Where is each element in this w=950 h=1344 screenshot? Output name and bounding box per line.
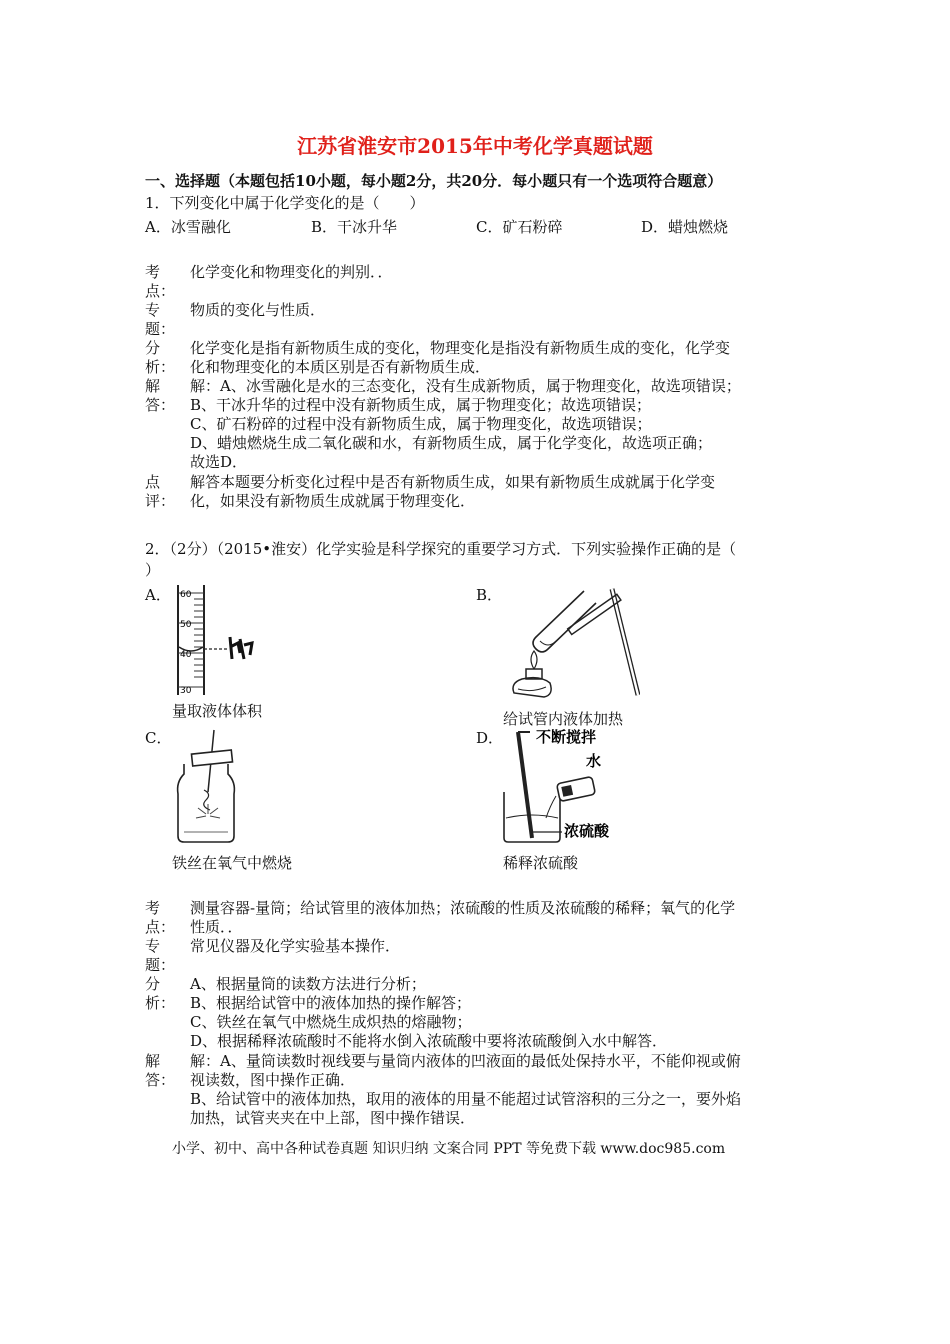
q2-jieda-label-1: 解 <box>145 1052 161 1070</box>
q1-option-b: B．干冰升华 <box>311 218 398 236</box>
q1-jieda-line1: 解：A、冰雪融化是水的三态变化，没有生成新物质，属于物理变化，故选项错误； <box>190 377 741 395</box>
dilute-sulfuric-acid-figure <box>500 726 640 848</box>
q1-kaodian-label-2: 点： <box>145 282 176 300</box>
q1-dianping-label-1: 点 <box>145 473 161 491</box>
q2-kaodian-label-2: 点： <box>145 918 176 936</box>
q1-fenxi-label-2: 析： <box>145 358 176 376</box>
test-tube-heating-figure <box>500 583 640 705</box>
q1-fenxi-line1: 化学变化是指有新物质生成的变化，物理变化是指没有新物质生成的变化，化学变 <box>190 339 731 357</box>
q2-fenxi-line3: C、铁丝在氧气中燃烧生成炽热的熔融物； <box>190 1013 472 1031</box>
q2-zhuanti-label-2: 题： <box>145 956 176 974</box>
q1-jieda-line3: C、矿石粉碎的过程中没有新物质生成，属于物理变化，故选项错误； <box>190 415 652 433</box>
q2-zhuanti: 常见仪器及化学实验基本操作． <box>190 937 401 955</box>
q2-zhuanti-label-1: 专 <box>145 937 161 955</box>
q2-jieda-label-2: 答： <box>145 1071 176 1089</box>
q1-kaodian: 化学变化和物理变化的判别．． <box>190 263 393 281</box>
q2-kaodian-label-1: 考 <box>145 899 161 917</box>
q1-dianping-label-2: 评： <box>145 492 176 510</box>
q1-jieda-label-2: 答： <box>145 396 176 414</box>
q2-jieda-line4: 加热，试管夹夹在中上部，图中操作错误． <box>190 1109 476 1127</box>
cyl-tick-40: 40 <box>180 650 192 660</box>
q1-fenxi-line2: 化和物理变化的本质区别是否有新物质生成． <box>190 358 491 376</box>
caption-a: 量取液体体积 <box>172 702 263 720</box>
q1-zhuanti-label-2: 题： <box>145 320 176 338</box>
q2-option-b-letter: B． <box>476 586 503 604</box>
page-footer: 小学、初中、高中各种试卷真题 知识归纳 文案合同 PPT 等免费下载 www.doc985.com <box>172 1141 726 1157</box>
caption-d: 稀释浓硫酸 <box>503 854 579 872</box>
cyl-tick-60: 60 <box>180 590 192 600</box>
q2-fenxi-label-1: 分 <box>145 975 161 993</box>
q2-option-a-letter: A． <box>145 586 171 604</box>
q2-kaodian-line2: 性质．． <box>190 918 243 936</box>
water-label: 水 <box>586 752 602 770</box>
q1-stem: 1．下列变化中属于化学变化的是（ ） <box>145 194 425 212</box>
caption-b: 给试管内液体加热 <box>503 710 624 728</box>
q2-jieda-line1: 解：A、量筒读数时视线要与量筒内液体的凹液面的最低处保持水平，不能仰视或俯 <box>190 1052 741 1070</box>
q1-jieda-line4: D、蜡烛燃烧生成二氧化碳和水，有新物质生成，属于化学变化，故选项正确； <box>190 434 713 452</box>
page-title: 江苏省淮安市2015年中考化学真题试题 <box>297 134 653 158</box>
q1-jieda-label-1: 解 <box>145 377 161 395</box>
acid-label: 浓硫酸 <box>564 822 610 840</box>
q2-fenxi-line2: B、根据给试管中的液体加热的操作解答； <box>190 994 472 1012</box>
q2-option-c-letter: C． <box>145 729 172 747</box>
q1-zhuanti-label-1: 专 <box>145 301 161 319</box>
caption-c: 铁丝在氧气中燃烧 <box>172 854 293 872</box>
q2-jieda-line2: 视读数，图中操作正确． <box>190 1071 356 1089</box>
q2-fenxi-line1: A、根据量筒的读数方法进行分析； <box>190 975 426 993</box>
iron-wire-combustion-figure <box>170 728 244 846</box>
q1-option-c: C．矿石粉碎 <box>476 218 563 236</box>
q1-option-d: D．蜡烛燃烧 <box>641 218 729 236</box>
q1-dianping-line1: 解答本题要分析变化过程中是否有新物质生成，如果有新物质生成就属于化学变 <box>190 473 716 491</box>
q1-zhuanti: 物质的变化与性质． <box>190 301 326 319</box>
q1-dianping-line2: 化，如果没有新物质生成就属于物理变化． <box>190 492 476 510</box>
q1-fenxi-label-1: 分 <box>145 339 161 357</box>
q2-kaodian-line1: 测量容器-量筒；给试管里的液体加热；浓硫酸的性质及浓硫酸的稀释；氧气的化学 <box>190 899 736 917</box>
cyl-tick-30: 30 <box>180 686 192 696</box>
q2-stem-line1: 2．（2分）（2015•淮安）化学实验是科学探究的重要学习方式．下列实验操作正确的是（ <box>145 540 737 558</box>
q1-jieda-line5: 故选D． <box>190 453 248 471</box>
q2-stem-line2: ） <box>145 561 161 579</box>
graduated-cylinder-figure <box>170 583 260 699</box>
q2-option-d-letter: D． <box>476 729 504 747</box>
q1-kaodian-label-1: 考 <box>145 263 161 281</box>
cyl-tick-50: 50 <box>180 620 192 630</box>
q2-jieda-line3: B、给试管中的液体加热，取用的液体的用量不能超过试管溶积的三分之一，要外焰 <box>190 1090 742 1108</box>
q1-option-a: A．冰雪融化 <box>145 218 231 236</box>
q2-fenxi-line4: D、根据稀释浓硫酸时不能将水倒入浓硫酸中要将浓硫酸倒入水中解答． <box>190 1032 668 1050</box>
section-heading: 一、选择题（本题包括10小题，每小题2分，共20分．每小题只有一个选项符合题意） <box>145 172 723 190</box>
q2-fenxi-label-2: 析： <box>145 994 176 1012</box>
stir-label: 不断搅拌 <box>536 728 597 746</box>
q1-jieda-line2: B、干冰升华的过程中没有新物质生成，属于物理变化；故选项错误； <box>190 396 652 414</box>
